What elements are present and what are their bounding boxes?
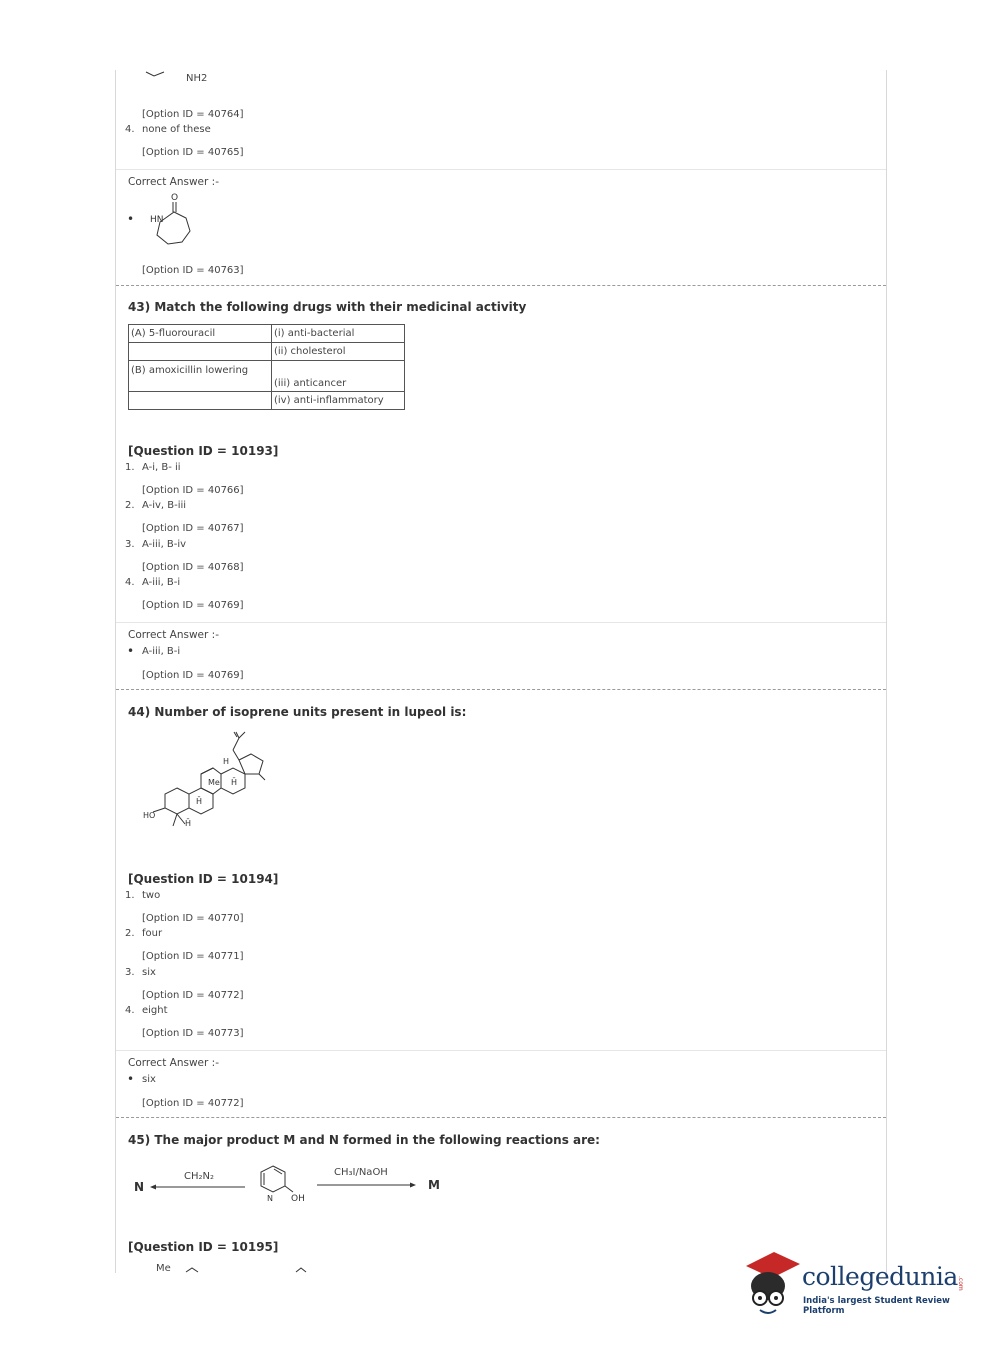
reaction-arrow-left <box>148 1183 246 1191</box>
answer-bullet: • <box>127 212 135 226</box>
answer-bullet: • <box>127 644 135 658</box>
answer-text: six <box>142 1074 156 1085</box>
question-id: [Question ID = 10194] <box>128 872 279 886</box>
table-cell <box>129 392 272 410</box>
table-cell <box>129 343 272 361</box>
answer-text: A-iii, B-i <box>142 646 181 657</box>
option-id: [Option ID = 40769] <box>142 600 244 611</box>
option-number: 3. <box>125 539 135 550</box>
option-text: none of these <box>142 124 211 135</box>
fragment-structure <box>144 70 184 82</box>
table-cell: (A) 5-fluorouracil <box>129 325 272 343</box>
struct-label: HO <box>143 811 156 820</box>
fragment-label: NH2 <box>186 73 208 84</box>
option-id: [Option ID = 40763] <box>142 265 244 276</box>
question-id: [Question ID = 10193] <box>128 444 279 458</box>
struct-label-o: O <box>171 193 179 203</box>
option-text: four <box>142 928 163 939</box>
lupeol-structure <box>141 730 281 835</box>
table-cell: (B) amoxicillin lowering <box>129 361 272 392</box>
option-id: [Option ID = 40769] <box>142 670 244 681</box>
next-fragment-structure <box>184 1266 314 1274</box>
question-45-title: 45) The major product M and N formed in the following reactions are: <box>128 1133 600 1147</box>
caprolactam-structure <box>146 190 201 246</box>
question-separator <box>116 689 886 690</box>
reagent-left: CH₂N₂ <box>184 1171 214 1182</box>
struct-label-hn: HN <box>150 215 164 225</box>
ring-label-n: N <box>267 1194 273 1203</box>
correct-answer-label: Correct Answer :- <box>128 1057 219 1069</box>
option-number: 2. <box>125 928 135 939</box>
struct-label: H̄ <box>185 819 192 828</box>
option-number: 1. <box>125 890 135 901</box>
option-text: six <box>142 967 156 978</box>
table-cell: (iv) anti-inflammatory <box>272 392 405 410</box>
option-id: [Option ID = 40773] <box>142 1028 244 1039</box>
option-id: [Option ID = 40771] <box>142 951 244 962</box>
option-id: [Option ID = 40772] <box>142 1098 244 1109</box>
hydroxypyridine-structure <box>251 1160 311 1205</box>
reaction-arrow-right <box>316 1181 418 1189</box>
option-text: two <box>142 890 161 901</box>
mascot-icon <box>742 1248 802 1318</box>
option-number: 1. <box>125 462 135 473</box>
option-number: 4. <box>125 577 135 588</box>
next-fragment: Me <box>156 1263 171 1274</box>
question-separator <box>116 285 886 286</box>
match-table <box>128 324 405 410</box>
struct-label: H̄ <box>231 778 238 787</box>
table-cell: (i) anti-bacterial <box>272 325 405 343</box>
question-id: [Question ID = 10195] <box>128 1240 279 1254</box>
question-separator <box>116 1117 886 1118</box>
struct-label: H <box>223 757 230 766</box>
option-id: [Option ID = 40767] <box>142 523 244 534</box>
brand-com: .com <box>957 1276 964 1291</box>
option-id: [Option ID = 40768] <box>142 562 244 573</box>
product-m: M <box>428 1178 440 1192</box>
struct-label: H̄ <box>196 797 203 806</box>
brand-tagline: India's largest Student Review Platform <box>803 1296 950 1316</box>
divider <box>116 169 886 170</box>
divider <box>116 1050 886 1051</box>
table-cell: (ii) cholesterol <box>272 343 405 361</box>
product-n: N <box>134 1180 145 1194</box>
ring-label-oh: OH <box>291 1194 305 1204</box>
collegedunia-logo <box>742 1248 972 1318</box>
option-text: A-iv, B-iii <box>142 500 187 511</box>
option-id: [Option ID = 40770] <box>142 913 244 924</box>
option-id: [Option ID = 40765] <box>142 147 244 158</box>
option-text: A-iii, B-i <box>142 577 181 588</box>
option-number: 2. <box>125 500 135 511</box>
option-id: [Option ID = 40764] <box>142 109 244 120</box>
option-id: [Option ID = 40772] <box>142 990 244 1001</box>
question-43-title: 43) Match the following drugs with their medicinal activity <box>128 300 527 314</box>
question-44-title: 44) Number of isoprene units present in lupeol is: <box>128 705 467 719</box>
question-paper-page <box>115 70 887 1273</box>
table-cell: (iii) anticancer <box>272 361 405 392</box>
option-id: [Option ID = 40766] <box>142 485 244 496</box>
option-text: A-i, B- ii <box>142 462 181 473</box>
option-number: 4. <box>125 1005 135 1016</box>
divider <box>116 622 886 623</box>
option-number: 3. <box>125 967 135 978</box>
option-text: A-iii, B-iv <box>142 539 187 550</box>
reagent-right: CH₃I/NaOH <box>334 1167 388 1178</box>
correct-answer-label: Correct Answer :- <box>128 629 219 641</box>
correct-answer-label: Correct Answer :- <box>128 176 219 188</box>
struct-label: Me <box>208 778 220 787</box>
option-number: 4. <box>125 124 135 135</box>
option-text: eight <box>142 1005 168 1016</box>
answer-bullet: • <box>127 1072 135 1086</box>
brand-name: collegedunia <box>802 1262 958 1291</box>
